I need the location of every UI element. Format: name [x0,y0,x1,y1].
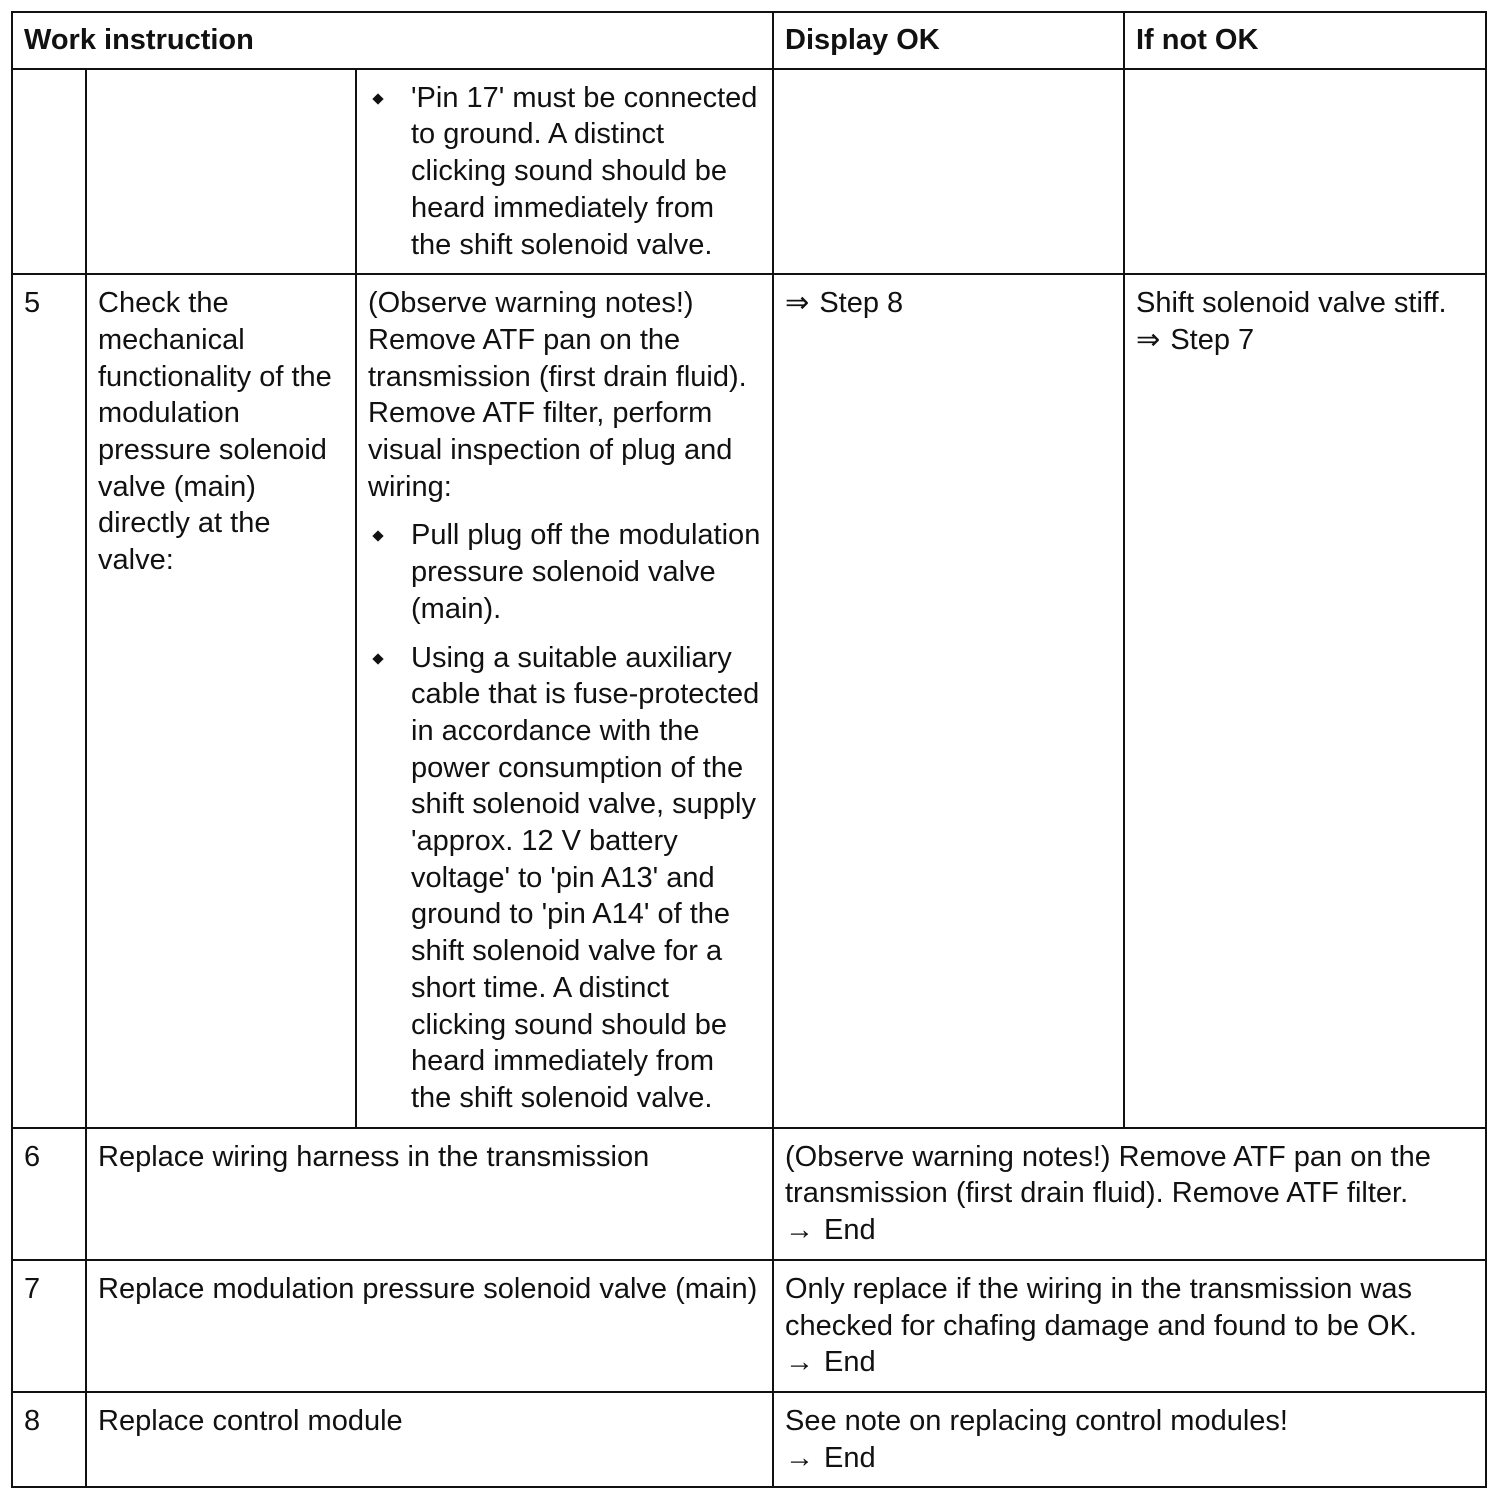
end-label: End [824,1346,876,1379]
cell-if-not-ok-empty [1124,69,1486,275]
bullet-text: Pull plug off the modulation pressure solenoid valve (main). [411,519,761,625]
table-row-step-8 [12,1392,1486,1487]
if-not-ok-text: Shift solenoid valve stiff. [1136,287,1447,320]
step-instructions [356,274,773,1127]
header-if-not-ok: If not OK [1124,12,1486,69]
diamond-bullet-icon [372,531,383,542]
bullet-text: Using a suitable auxiliary cable that is fuse-protected in accordance with the power consumption of the shift solenoid valve, supply 'approx. 12 V battery voltage' to 'pin A13' and ground to 'pin A14' of the shift solenoid valve for a short time. A distinct clicking sound should be heard immediately from the shift solenoid valve. [411,641,760,1114]
cell-number-empty [12,69,86,275]
step-title: Check the mechanical functionality of the modulation pressure solenoid valve (main) directly at the valve: [86,274,356,1127]
table-row-step-6 [12,1128,1486,1260]
table-row-step-7 [12,1260,1486,1392]
end-label: End [824,1441,876,1474]
step-number: 7 [12,1260,86,1392]
instruction-intro: (Observe warning notes!) Remove ATF pan on the transmission (first drain fluid). Remove ATF filter, perform visual inspection of plug and wiring: [368,287,747,503]
double-arrow-icon: ⇒ [785,287,810,320]
work-instruction-table [11,11,1487,1488]
display-ok-step: Step 8 [819,287,904,320]
diamond-bullet-icon [372,93,383,104]
step-note-cell [773,1392,1486,1487]
step-instruction: Replace modulation pressure solenoid valve (main) [86,1260,773,1392]
arrow-right-icon: → [785,1214,814,1247]
if-not-ok-step: Step 7 [1170,323,1255,356]
table-header-row [12,12,1486,69]
cell-instruction-continued [356,69,773,275]
step-note-cell [773,1128,1486,1260]
double-arrow-icon: ⇒ [1136,323,1161,356]
cell-title-empty [86,69,356,275]
display-ok-cell [773,274,1124,1127]
list-item [368,517,761,627]
step-number: 5 [12,274,86,1127]
bullet-text: 'Pin 17' must be connected to ground. A distinct clicking sound should be heard immediately from the shift solenoid valve. [411,81,758,261]
step-number: 8 [12,1392,86,1487]
header-work-instruction: Work instruction [12,12,773,69]
table-row-continued [12,69,1486,275]
step-note: See note on replacing control modules! [785,1404,1288,1437]
arrow-right-icon: → [785,1441,814,1474]
list-item [368,80,761,264]
step-instruction: Replace wiring harness in the transmission [86,1128,773,1260]
arrow-right-icon: → [785,1346,814,1379]
step-note: (Observe warning notes!) Remove ATF pan on the transmission (first drain fluid). Remove ATF filter. [785,1140,1431,1210]
header-display-ok: Display OK [773,12,1124,69]
cell-display-ok-empty [773,69,1124,275]
step-note-cell [773,1260,1486,1392]
end-label: End [824,1214,876,1247]
step-note: Only replace if the wiring in the transmission was checked for chafing damage and found to be OK. [785,1272,1417,1342]
diamond-bullet-icon [372,653,383,664]
table-row-step-5 [12,274,1486,1127]
list-item [368,640,761,1117]
if-not-ok-cell [1124,274,1486,1127]
step-instruction: Replace control module [86,1392,773,1487]
step-number: 6 [12,1128,86,1260]
